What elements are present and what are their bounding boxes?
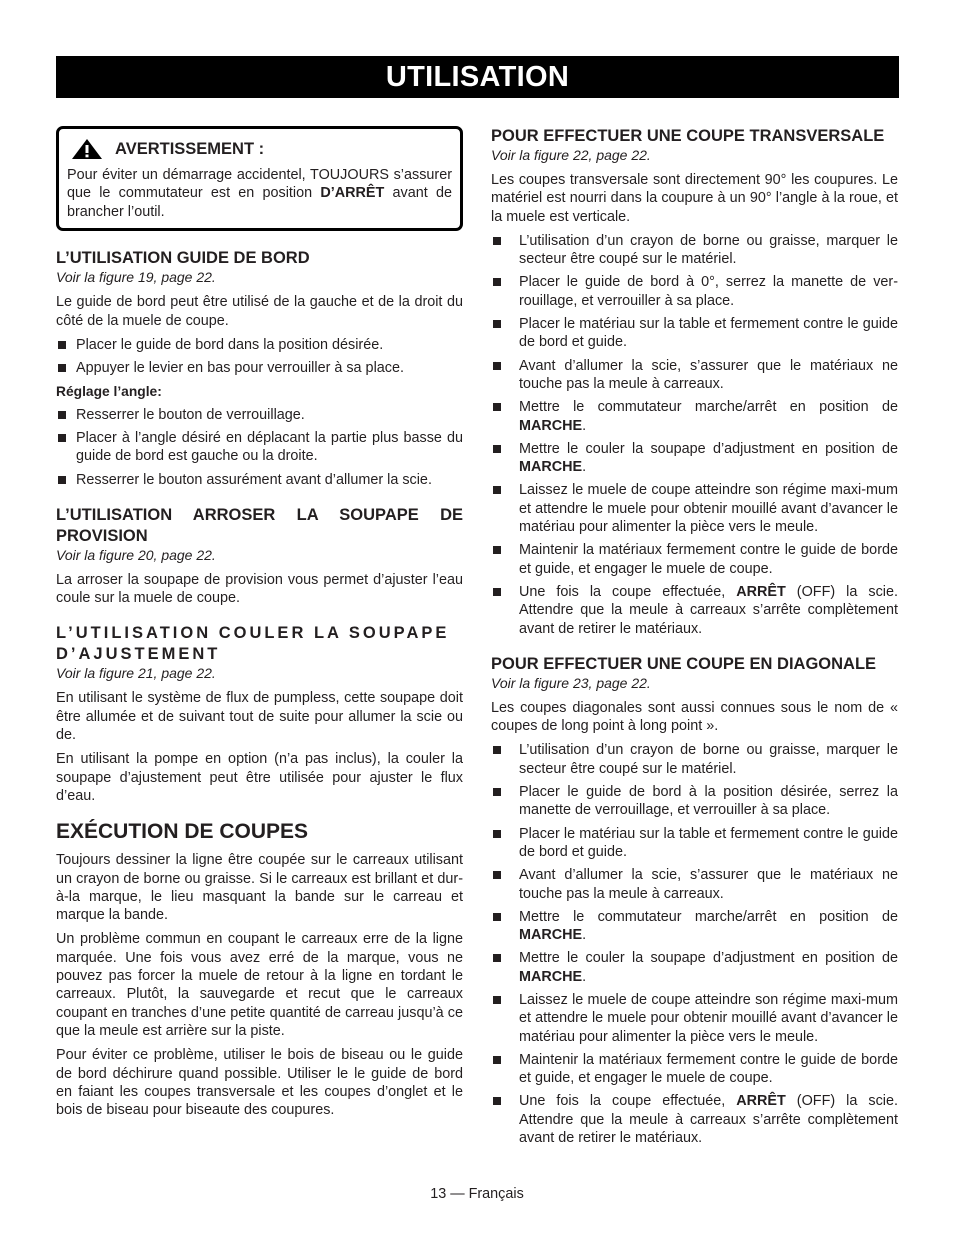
paragraph: En utilisant la pompe en option (n’a pas inclus), la couler la soupape d’ajustement peut être utilisée pour ajuster le flux d’eau.: [56, 751, 463, 804]
warning-text: Pour éviter un démarrage accidentel, TOUJOURS s’assurer que le commutateur est en position D’ARRÊT avant de brancher l’outil.: [67, 167, 452, 220]
list-item: Avant d’allumer la scie, s’assurer que le matériaux ne touche pas la meule à carreaux.: [491, 357, 898, 394]
paragraph: La arroser la soupape de provision vous permet d’ajuster l’eau coule sur la muele de coupe.: [56, 571, 463, 607]
list-item: Placer à l’angle désiré en déplacant la partie plus basse du guide de bord est gauche ou la droite.: [56, 429, 463, 466]
bullet-list: [491, 741, 898, 1147]
guide-bord-heading: L’UTILISATION GUIDE DE BORD: [56, 249, 310, 268]
figure-ref: Voir la figure 21, page 22.: [56, 665, 216, 682]
list-item: Mettre le commutateur marche/arrêt en position de MARCHE.: [491, 398, 898, 435]
figure-ref: Voir la figure 22, page 22.: [491, 147, 651, 163]
list-item: Avant d’allumer la scie, s’assurer que le matériaux ne touche pas la meule à carreaux.: [491, 866, 898, 903]
list-item: Placer le matériau sur la table et fermement contre le guide de bord et guide.: [491, 825, 898, 862]
list-item: Placer le guide de bord à 0°, serrez la manette de ver-rouillage, et verrouiller à sa place.: [491, 273, 898, 310]
list-item: Maintenir la matériaux fermement contre le guide de borde et guide, et engager le muele de coupe.: [491, 1051, 898, 1088]
list-item: Une fois la coupe effectuée, ARRÊT (OFF) la scie. Attendre que la meule à carreaux s’arrête complètement avant de retirer le matériaux.: [491, 1092, 898, 1147]
bullet-list: [491, 232, 898, 638]
list-item: Maintenir la matériaux fermement contre le guide de borde et guide, et engager le muele de coupe.: [491, 541, 898, 578]
list-item: L’utilisation d’un crayon de borne ou graisse, marquer le secteur être coupé sur le matériel.: [491, 741, 898, 778]
paragraph: Pour éviter ce problème, utiliser le bois de biseau ou le guide de bord déchirure quand possible. Utiliser le le guide de bord en faiant les coupes transversale et les coupes d’onglet et le bois de biseau pour biseaute des coupures.: [56, 1047, 463, 1119]
paragraph: Les coupes transversale sont directement 90° les coupures. Le matériel est nourri dans la coupure à un 90° l’angle à la roue, et la muele est verticale.: [491, 172, 898, 225]
list-item: Appuyer le levier en bas pour verrouiller à sa place.: [56, 359, 463, 377]
bullet-list: [56, 406, 463, 489]
list-item: Mettre le commutateur marche/arrêt en position de MARCHE.: [491, 908, 898, 945]
left-column: [56, 126, 463, 1125]
right-column: [491, 126, 898, 1153]
bullet-list: [56, 336, 463, 378]
paragraph: Le guide de bord peut être utilisé de la gauche et de la droit du côté de la muele de coupe.: [56, 294, 463, 329]
paragraph: Les coupes diagonales sont aussi connues sous le nom de « coupes de long point à long point ».: [491, 699, 898, 735]
section-banner: UTILISATION: [56, 56, 899, 98]
paragraph: Un problème commun en coupant le carreaux erre de la ligne marquée. Une fois vous avez erré de la marque, vous ne pouvez pas forcer la muele de retour à la ligne en tordant le carreaux. Plutôt, la sauvegarde et recut que le carreaux coupant en tranches d’une petite quantité de carreau jusqu’à ce que la meule est arrière sur la piste.: [56, 931, 463, 1039]
warning-triangle-icon: [71, 138, 103, 160]
figure-ref: Voir la figure 23, page 22.: [491, 674, 651, 691]
paragraph: Toujours dessiner la ligne être coupée sur le carreaux utilisant un crayon de borne ou graisse. Si le carreaux est brillant et dur-à-la marque, le lieu masquant la bande sur le carreau et marque la bande.: [56, 852, 463, 924]
arroser-heading: L’UTILISATION ARROSER LA SOUPAPE DE PROVISION: [56, 505, 463, 545]
figure-ref: Voir la figure 20, page 22.: [56, 546, 216, 563]
diagonale-heading: POUR EFFECTUER UNE COUPE EN DIAGONALE: [491, 654, 877, 673]
paragraph: En utilisant le système de flux de pumpless, cette soupape doit être allumée et de suivant tout de suite pour allumer la scie ou de.: [56, 690, 463, 744]
page-footer: 13 — Français: [430, 1186, 524, 1202]
list-item: Une fois la coupe effectuée, ARRÊT (OFF) la scie. Attendre que la meule à carreaux s’arrête complètement avant de retirer le matériaux.: [491, 583, 898, 638]
list-item: L’utilisation d’un crayon de borne ou graisse, marquer le secteur être coupé sur le matériel.: [491, 232, 898, 269]
list-item: Laissez le muele de coupe atteindre son régime maxi-mum et attendre le muele pour obtenir mouillé avant d’avancer le matériau pour alimenter la pièce vers le meule.: [491, 481, 898, 536]
warning-box: [56, 126, 463, 231]
list-item: Placer le matériau sur la table et fermement contre le guide de bord et guide.: [491, 315, 898, 352]
list-item: Mettre le couler la soupape d’adjustment en position de MARCHE.: [491, 440, 898, 477]
list-item: Resserrer le bouton de verrouillage.: [56, 406, 463, 424]
figure-ref: Voir la figure 19, page 22.: [56, 269, 216, 286]
list-item: Laissez le muele de coupe atteindre son régime maxi-mum et attendre le muele pour obtenir mouillé avant d’avancer le matériau pour alimenter la pièce vers le meule.: [491, 991, 898, 1046]
list-item: Mettre le couler la soupape d’adjustment en position de MARCHE.: [491, 949, 898, 986]
transversale-heading: POUR EFFECTUER UNE COUPE TRANSVERSALE: [491, 127, 885, 145]
list-item: Resserrer le bouton assurément avant d’allumer la scie.: [56, 471, 463, 489]
list-item: Placer le guide de bord dans la position désirée.: [56, 336, 463, 354]
execution-heading: EXÉCUTION DE COUPES: [56, 820, 309, 844]
list-item: Placer le guide de bord à la position désirée, serrez la manette de verrouillage, et verrouiller à sa place.: [491, 783, 898, 820]
warning-title: AVERTISSEMENT :: [115, 139, 265, 158]
couler-heading: L’UTILISATION COULER LA SOUPAPE D’AJUSTEMENT: [56, 624, 450, 664]
subheading: Réglage l’angle:: [56, 384, 162, 400]
